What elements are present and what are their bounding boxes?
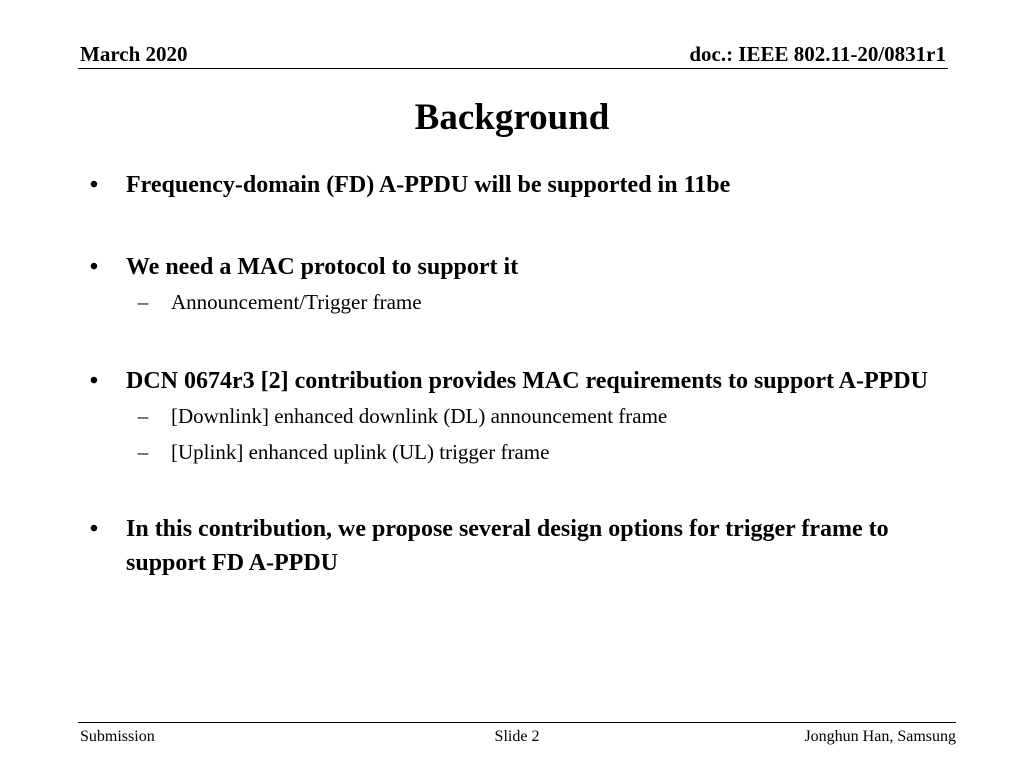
bullet-text: DCN 0674r3 [2] contribution provides MAC requirements to support A-PPDU (126, 368, 928, 394)
bullet-text: We need a MAC protocol to support it (126, 254, 519, 280)
sub-bullet-marker: – (137, 440, 149, 464)
footer-divider (78, 722, 956, 723)
bullet-marker: • (89, 172, 99, 198)
bullet-item (84, 512, 964, 580)
bullet-text: Frequency-domain (FD) A-PPDU will be supported in 11be (126, 172, 731, 198)
footer-slide-number: Slide 2 (494, 728, 540, 745)
bullet-marker: • (89, 254, 99, 280)
bullet-text: In this contribution, we propose several design options for trigger frame to support FD A-PPDU (126, 516, 889, 576)
bullet-item (84, 364, 964, 398)
bullet-item (84, 168, 964, 202)
header-divider (78, 68, 948, 69)
bullet-marker: • (89, 368, 99, 394)
slide-title: Background (414, 97, 610, 138)
sub-bullet-item (84, 434, 964, 470)
sub-bullet-text: [Downlink] enhanced downlink (DL) announcement frame (171, 404, 668, 428)
bullet-list (84, 168, 964, 580)
header-date: March 2020 (80, 42, 188, 66)
sub-bullet-marker: – (137, 290, 149, 314)
footer-submission: Submission (80, 728, 155, 745)
bullet-marker: • (89, 516, 99, 542)
sub-bullet-text: Announcement/Trigger frame (171, 290, 422, 314)
sub-bullet-marker: – (137, 404, 149, 428)
bullet-item (84, 250, 964, 284)
sub-bullet-item (84, 398, 964, 434)
sub-bullet-text: [Uplink] enhanced uplink (UL) trigger frame (171, 440, 550, 464)
header-doc-id: doc.: IEEE 802.11-20/0831r1 (689, 42, 946, 66)
footer-author: Jonghun Han, Samsung (804, 728, 956, 745)
sub-bullet-item (84, 284, 964, 320)
